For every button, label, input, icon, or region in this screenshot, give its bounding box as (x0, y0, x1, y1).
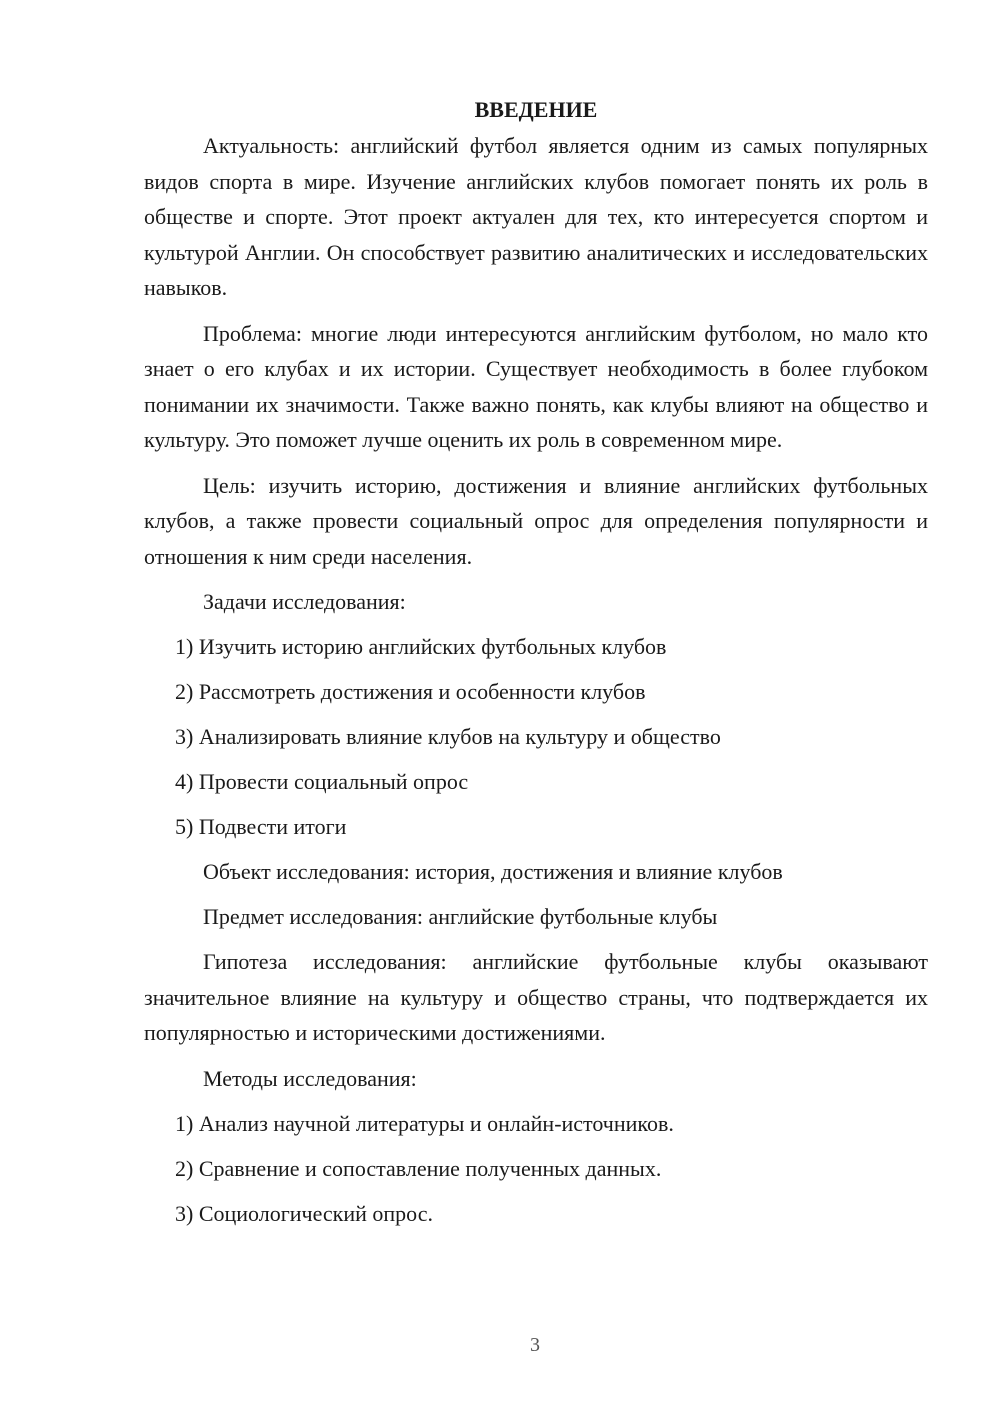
task-item: 4) Провести социальный опрос (175, 769, 469, 794)
research-object: Объект исследования: история, достижения и влияние клубов (203, 859, 783, 884)
section-title: ВВЕДЕНИЕ (474, 97, 598, 122)
hypothesis-paragraph: Гипотеза исследования: английские футбольные клубы оказывают значительное влияние на культуру и общество страны, что подтверждается их популярностью и историческими достижениями. (144, 949, 928, 1045)
goal-paragraph: Цель: изучить историю, достижения и влияние английских футбольных клубов, а также провести социальный опрос для определения популярности и отношения к ним среди населения. (144, 472, 928, 569)
problem-paragraph: Проблема: многие люди интересуются английским футболом, но мало кто знает о его клубах и их истории. Существует необходимость в более глубоком понимании их значимости. Также важно понять, как клубы влияют на общество и культуру. Это поможет лучше оценить их роль в современном мире. (144, 320, 928, 452)
methods-heading: Методы исследования: (203, 1065, 417, 1091)
relevance-paragraph: Актуальность: английский футбол является одним из самых популярных видов спорта в мире. Изучение английских клубов помогает понять их роль в обществе и спорте. Этот проект актуален для тех, кто интересуется спортом и культурой Англии. Он способствует развитию аналитических и исследовательских навыков. (144, 133, 928, 300)
task-item: 1) Изучить историю английских футбольных клубов (175, 634, 667, 659)
method-item: 1) Анализ научной литературы и онлайн-источников. (175, 1110, 674, 1136)
task-item: 5) Подвести итоги (175, 814, 347, 839)
document-page (144, 94, 928, 1241)
research-subject: Предмет исследования: английские футбольные клубы (203, 904, 718, 929)
task-item: 3) Анализировать влияние клубов на культуру и общество (175, 724, 721, 749)
page-number: 3 (530, 1334, 540, 1356)
method-item: 3) Социологический опрос. (175, 1200, 433, 1226)
task-item: 2) Рассмотреть достижения и особенности клубов (175, 679, 646, 704)
tasks-heading: Задачи исследования: (203, 589, 406, 614)
method-item: 2) Сравнение и сопоставление полученных данных. (175, 1155, 662, 1181)
